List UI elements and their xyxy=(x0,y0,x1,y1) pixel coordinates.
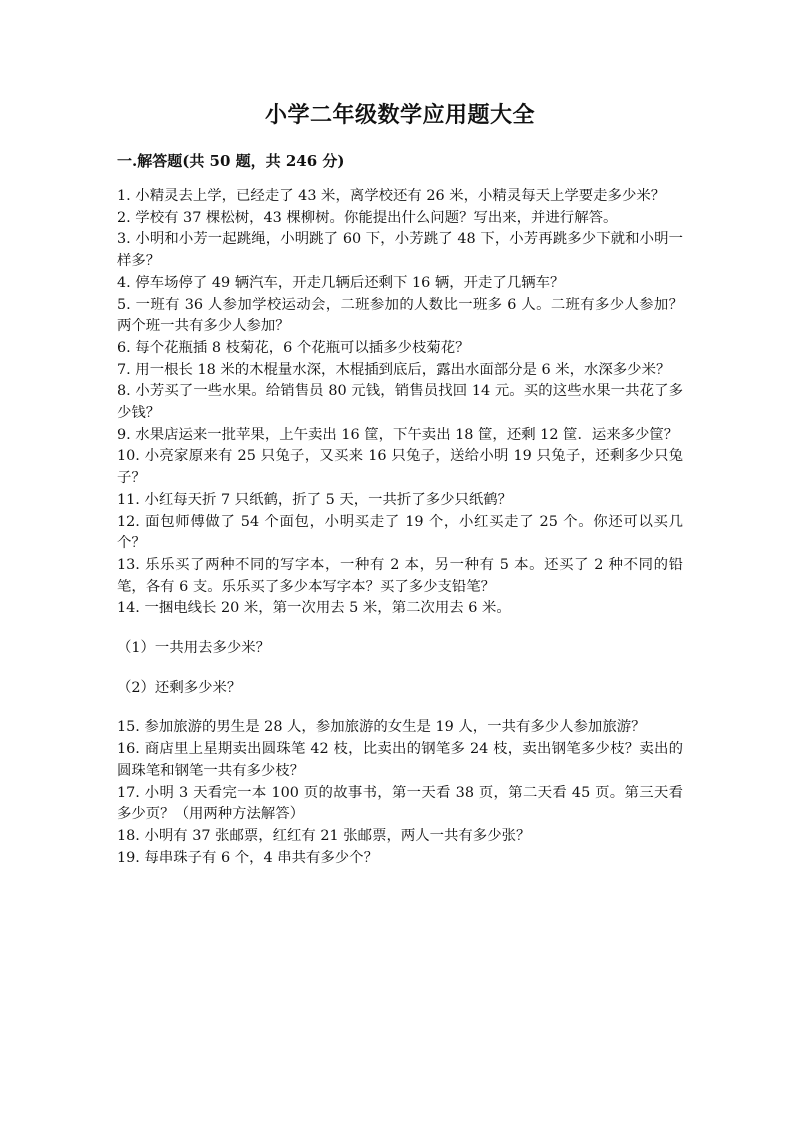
question-5: 5. 一班有 36 人参加学校运动会，二班参加的人数比一班多 6 人。二班有多少人参加？两个班一共有多少人参加？ xyxy=(117,296,683,335)
question-9: 9. 水果店运来一批苹果，上午卖出 16 筐，下午卖出 18 筐，还剩 12 筐．运来多少筐？ xyxy=(117,426,679,443)
section-heading: 一.解答题(共 50 题，共 246 分) xyxy=(117,152,345,170)
question-10: 10. 小亮家原来有 25 只兔子，又买来 16 只兔子，送给小明 19 只兔子，还剩多少只兔子？ xyxy=(117,448,683,487)
question-6: 6. 每个花瓶插 8 枝菊花，6 个花瓶可以插多少枝菊花？ xyxy=(117,339,470,356)
question-3: 3. 小明和小芳一起跳绳，小明跳了 60 下，小芳跳了 48 下，小芳再跳多少下就和小明一样多？ xyxy=(117,231,683,270)
question-17: 17. 小明 3 天看完一本 100 页的故事书，第一天看 38 页，第二天看 45 页。第三天看多少页？（用两种方法解答） xyxy=(117,784,683,823)
question-19: 19. 每串珠子有 6 个，4 串共有多少个？ xyxy=(117,849,378,866)
page-title: 小学二年级数学应用题大全 xyxy=(264,102,535,128)
question-16: 16. 商店里上星期卖出圆珠笔 42 枝，比卖出的钢笔多 24 枝，卖出钢笔多少枝？卖出的圆珠笔和钢笔一共有多少枝？ xyxy=(117,741,683,779)
question-18: 18. 小明有 37 张邮票，红红有 21 张邮票，两人一共有多少张？ xyxy=(117,827,531,844)
sub-question-1: （1）一共用去多少米？ xyxy=(117,640,271,657)
question-7: 7. 用一根长 18 米的木棍量水深，木棍插到底后，露出水面部分是 6 米，水深多少米？ xyxy=(117,361,671,378)
question-13: 13. 乐乐买了两种不同的写字本，一种有 2 本，另一种有 5 本。还买了 2 种不同的铅笔，各有 6 支。乐乐买了多少本写字本？买了多少支铅笔？ xyxy=(117,556,683,595)
question-1: 1. 小精灵去上学，已经走了 43 米，离学校还有 26 米，小精灵每天上学要走多少米？ xyxy=(117,188,666,204)
sub-question-2: （2）还剩多少米？ xyxy=(117,679,242,696)
question-list xyxy=(117,186,683,869)
question-15: 15. 参加旅游的男生是 28 人，参加旅游的女生是 19 人，一共有多少人参加旅游？ xyxy=(117,719,646,736)
question-14: 14. 一捆电线长 20 米，第一次用去 5 米，第二次用去 6 米。 xyxy=(117,600,511,617)
question-8: 8. 小芳买了一些水果。给销售员 80 元钱，销售员找回 14 元。买的这些水果一共花了多少钱？ xyxy=(117,383,683,422)
question-2: 2. 学校有 37 棵松树，43 棵柳树。你能提出什么问题？写出来，并进行解答。 xyxy=(117,209,618,226)
question-11: 11. 小红每天折 7 只纸鹤，折了 5 天，一共折了多少只纸鹤？ xyxy=(117,491,513,508)
question-12: 12. 面包师傅做了 54 个面包，小明买走了 19 个，小红买走了 25 个。你还可以买几个？ xyxy=(117,513,683,552)
question-4: 4. 停车场停了 49 辆汽车，开走几辆后还剩下 16 辆，开走了几辆车？ xyxy=(117,274,565,291)
